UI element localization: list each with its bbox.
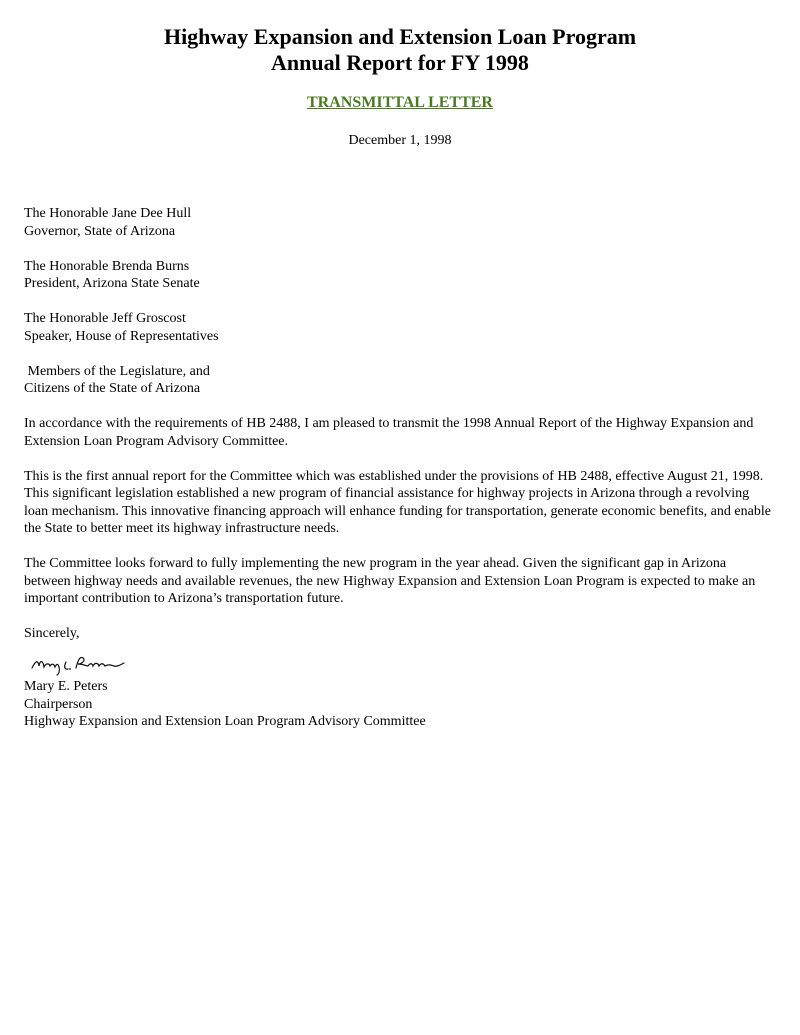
document-title xyxy=(0,24,800,76)
addressee-name: The Honorable Jane Dee Hull xyxy=(24,206,192,221)
signer-role: Chairperson xyxy=(24,696,93,712)
addressee-name: The Honorable Jeff Groscost xyxy=(24,311,186,326)
addressee-name: Members of the Legislature, and xyxy=(24,363,210,379)
addressee-block xyxy=(24,205,774,240)
letter-date: December 1, 1998 xyxy=(348,133,452,148)
addressee-title: President, Arizona State Senate xyxy=(24,276,200,291)
addressee-block xyxy=(24,258,774,293)
addressee-title: Citizens of the State of Arizona xyxy=(24,381,201,396)
section-heading xyxy=(0,94,800,112)
letter-body xyxy=(24,205,774,731)
body-paragraph: In accordance with the requirements of HB 2488, I am pleased to transmit the 1998 Annual Report of the Highway Expansion and Extension Loan Program Advisory Committee. xyxy=(24,416,754,449)
closing-block xyxy=(24,625,774,731)
signer-name: Mary E. Peters xyxy=(24,679,108,694)
addressee-title: Speaker, House of Representatives xyxy=(24,328,219,344)
transmittal-letter-heading: TRANSMITTAL LETTER xyxy=(307,94,493,111)
signature-image xyxy=(28,650,128,676)
addressee-name: The Honorable Brenda Burns xyxy=(24,258,190,274)
addressee-block xyxy=(24,310,774,345)
body-paragraph: The Committee looks forward to fully implementing the new program in the year ahead. Given the significant gap in Arizona between highway needs and available revenues, the new Highway Expansion and Extension Loan Program is expected to make an important contribution to Arizona’s transportation future. xyxy=(24,556,756,606)
title-line-2: Annual Report for FY 1998 xyxy=(271,50,529,75)
signer-committee: Highway Expansion and Extension Loan Program Advisory Committee xyxy=(24,714,426,729)
addressee-title: Governor, State of Arizona xyxy=(24,223,176,239)
closing-salutation: Sincerely, xyxy=(24,626,80,641)
addressee-block xyxy=(24,363,774,398)
title-line-1: Highway Expansion and Extension Loan Program xyxy=(163,24,637,49)
body-paragraph: This is the first annual report for the Committee which was established under the provisions of HB 2488, effective August 21, 1998. This significant legislation established a new program of financial assistance for highway projects in Arizona through a revolving loan mechanism. This innovative financing approach will enhance funding for transportation, generate economic benefits, and enable the State to better meet its highway infrastructure needs. xyxy=(24,468,771,536)
